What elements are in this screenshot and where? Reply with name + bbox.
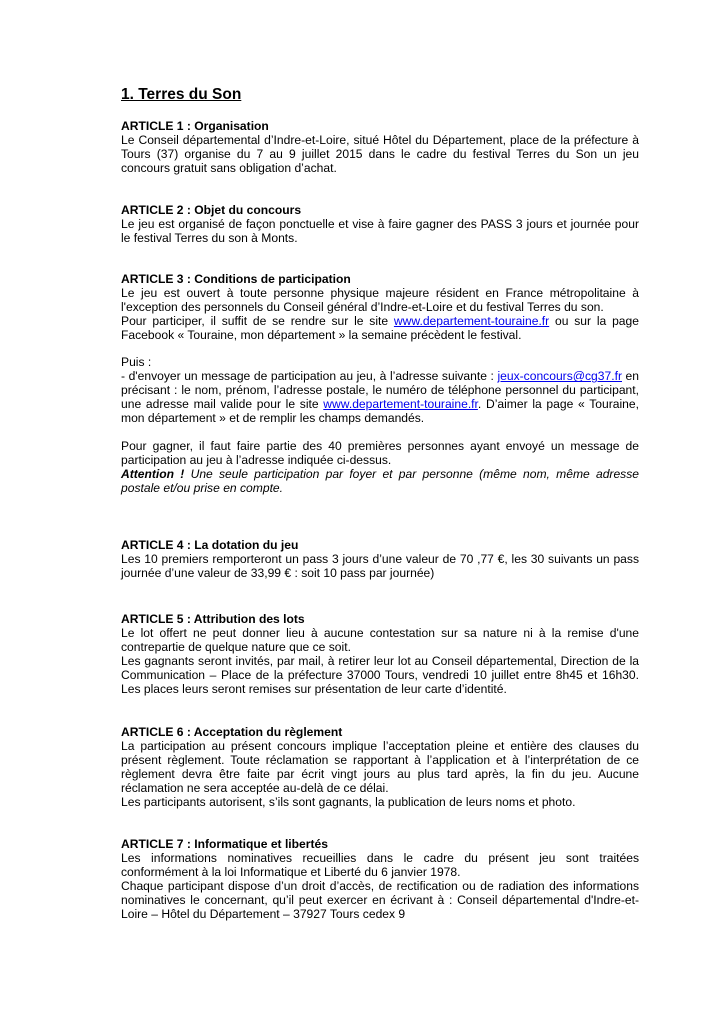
article-6-heading: ARTICLE 6 : Acceptation du règlement — [121, 725, 343, 739]
article-7-heading: ARTICLE 7 : Informatique et libertés — [121, 837, 328, 851]
article-7-paragraph-1: Les informations nominatives recueillies dans le cadre du présent jeu sont traitées conformément à la loi Informatique et Liberté du 6 janvier 1978. — [121, 850, 639, 879]
article-3-p2-post: ou sur la page Facebook « Touraine, mon département » la semaine précèdent le festival. — [121, 313, 639, 342]
article-3-puis: Puis : — [121, 355, 152, 370]
article-1 — [121, 120, 639, 176]
attention-label: Attention ! — [121, 466, 185, 481]
article-6 — [121, 726, 639, 809]
article-4-heading: ARTICLE 4 : La dotation du jeu — [121, 538, 299, 552]
article-3-p2-pre: Pour participer, il suffit de se rendre sur le site — [121, 313, 394, 328]
article-2-heading: ARTICLE 2 : Objet du concours — [121, 203, 302, 217]
article-4 — [121, 539, 639, 581]
page-title: 1. Terres du Son — [121, 86, 242, 103]
article-7-paragraph-2: Chaque participant dispose d’un droit d’accès, de rectification ou de radiation des informations nominatives le concernant, qu’il peut exercer en écrivant à : Conseil départemental d'Indre-et-Loire – Hôtel du Département – 37927 Tours cedex 9 — [121, 878, 639, 921]
article-3-attention — [121, 468, 639, 496]
article-1-heading: ARTICLE 1 : Organisation — [121, 119, 269, 133]
article-3-paragraph-1: Le jeu est ouvert à toute personne physique majeure résident en France métropolitaine à l'exception des personnels du Conseil général d’Indre-et-Loire et du festival Terres du son. — [121, 285, 639, 314]
website-link-2[interactable]: www.departement-touraine.fr — [323, 397, 478, 412]
attention-text: Une seule participation par foyer et par personne (même nom, même adresse postale et/ou prise en compte. — [121, 466, 640, 495]
website-link[interactable]: www.departement-touraine.fr — [393, 313, 550, 328]
article-5-paragraph-2: Les gagnants seront invités, par mail, à retirer leur lot au Conseil départemental, Direction de la Communication – Place de la préfecture 37000 Tours, vendredi 10 juillet entre 8h45 et 16h30. Les places leurs seront remises sur présentation de leur carte d’identité. — [121, 653, 639, 696]
email-link[interactable]: jeux-concours@cg37.fr — [497, 369, 622, 384]
article-3 — [121, 273, 639, 495]
article-6-paragraph-1: La participation au présent concours implique l’acceptation pleine et entière des clauses du présent règlement. Toute réclamation se rapportant à l’application et à l’interprétation de ce règlement devra être faite par écrit vingt jours au plus tard après, la fin du jeu. Aucune réclamation ne sera acceptée au-delà de ce délai. — [121, 738, 639, 795]
article-5-heading: ARTICLE 5 : Attribution des lots — [121, 612, 305, 626]
article-1-text: Le Conseil départemental d’Indre-et-Loire, situé Hôtel du Département, place de la préfecture à Tours (37) organise du 7 au 9 juillet 2015 dans le cadre du festival Terres du Son un jeu concours gratuit sans obligation d’achat. — [121, 132, 639, 175]
article-3-paragraph-3 — [121, 370, 639, 426]
article-3-p3-post: . D’aimer la page « Touraine, mon département » et de remplir les champs demandés. — [121, 397, 639, 426]
article-2 — [121, 204, 639, 246]
article-5-paragraph-1: Le lot offert ne peut donner lieu à aucune contestation sur sa nature ni à la remise d'une contrepartie de quelque nature que ce soit. — [121, 625, 639, 654]
article-6-paragraph-2: Les participants autorisent, s’ils sont gagnants, la publication de leurs noms et photo. — [121, 794, 576, 809]
article-7 — [121, 838, 639, 921]
article-5 — [121, 613, 639, 696]
article-4-text: Les 10 premiers remporteront un pass 3 jours d’une valeur de 70 ,77 €, les 30 suivants un pass journée d’une valeur de 33,99 € : soit 10 pass par journée) — [121, 551, 639, 580]
article-3-paragraph-4: Pour gagner, il faut faire partie des 40 premières personnes ayant envoyé un message de participation au jeu à l’adresse indiquée ci-dessus. — [121, 438, 639, 467]
article-3-p3-mid: en précisant : le nom, prénom, l’adresse postale, le numéro de téléphone personnel du participant, une adresse mail valide pour le site — [121, 369, 640, 412]
article-3-p3-pre: - d'envoyer un message de participation au jeu, à l’adresse suivante : — [121, 369, 498, 384]
article-2-text: Le jeu est organisé de façon ponctuelle et vise à faire gagner des PASS 3 jours et journée pour le festival Terres du son à Monts. — [121, 216, 639, 245]
article-3-heading: ARTICLE 3 : Conditions de participation — [121, 272, 351, 286]
article-3-paragraph-2 — [121, 315, 639, 343]
